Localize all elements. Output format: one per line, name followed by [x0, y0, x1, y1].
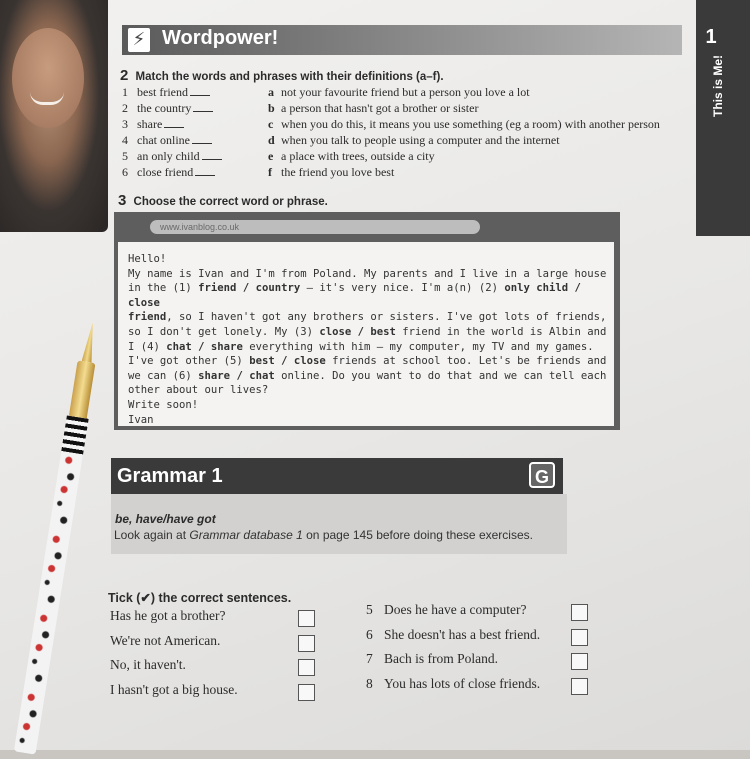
tick-checkbox[interactable] — [571, 653, 588, 670]
unit-label: This is Me! — [711, 54, 725, 117]
exercise-number: 3 — [118, 192, 127, 209]
address-bar — [150, 220, 480, 234]
definition-letter: b — [268, 101, 275, 115]
blog-line — [128, 340, 608, 355]
grammar-g-icon: G — [529, 462, 555, 488]
answer-choice[interactable]: friend — [128, 311, 167, 324]
blog-line — [128, 413, 608, 428]
tick-sentence-row — [110, 608, 315, 633]
tick-column-left — [110, 608, 315, 706]
answer-choice[interactable]: close / best — [319, 325, 396, 338]
blog-post — [118, 242, 614, 426]
sentence-number: 5 — [366, 602, 373, 617]
sentence-text: Has he got a brother? — [110, 608, 226, 623]
sentence-text: She doesn't has a best friend. — [384, 626, 541, 642]
tick-checkbox[interactable] — [298, 659, 315, 676]
exercise-number: 2 — [120, 67, 129, 84]
tick-checkbox[interactable] — [298, 610, 315, 627]
pen-clip — [68, 360, 95, 422]
answer-choice[interactable]: share / chat — [198, 369, 275, 382]
definition-text: when you talk to people using a computer and the internet — [281, 133, 560, 147]
answer-choice[interactable]: chat / share — [166, 340, 243, 353]
blog-text: Write soon! — [128, 398, 199, 411]
definition-letter: a — [268, 85, 274, 99]
pen-body — [14, 415, 89, 754]
grammar-subtitle: be, have/have got — [115, 512, 216, 526]
match-definition-row — [268, 132, 660, 148]
wordpower-header — [122, 25, 682, 55]
term-number: 4 — [122, 133, 128, 147]
match-definitions-list — [268, 84, 660, 180]
sentence-text: I hasn't got a big house. — [110, 681, 238, 697]
match-definition-row — [268, 116, 660, 132]
tick-sentence-row — [366, 676, 588, 701]
match-definition-row — [268, 100, 660, 116]
tick-checkbox[interactable] — [571, 604, 588, 621]
term-number: 2 — [122, 101, 128, 115]
term-number: 1 — [122, 85, 128, 99]
tick-sentence-row — [366, 627, 588, 652]
blog-line — [128, 369, 608, 384]
match-term-row — [122, 100, 222, 116]
tick-sentence-row — [110, 657, 315, 682]
note-text: on page 145 before doing these exercises. — [302, 528, 533, 542]
answer-choice[interactable]: only child / close — [128, 282, 581, 309]
blog-line — [128, 281, 608, 310]
blog-text: other about our lives? — [128, 384, 269, 397]
sentence-text: You has lots of close friends. — [384, 675, 541, 691]
blog-text: My name is Ivan and I'm from Poland. My parents and I live in a large house — [128, 267, 607, 280]
definition-letter: d — [268, 133, 275, 147]
match-term-row — [122, 116, 222, 132]
blog-line — [128, 354, 608, 369]
sentence-text: No, it haven't. — [110, 657, 186, 672]
term-number: 5 — [122, 149, 128, 163]
answer-blank[interactable] — [164, 127, 184, 128]
match-term-row — [122, 132, 222, 148]
blog-line — [128, 325, 608, 340]
definition-text: not your favourite friend but a person you love a lot — [281, 85, 530, 99]
term-text: the country — [137, 101, 192, 115]
match-term-row — [122, 164, 222, 180]
sentence-number: 6 — [366, 626, 373, 642]
unit-side-tab — [696, 0, 750, 236]
answer-blank[interactable] — [195, 175, 215, 176]
tick-checkbox[interactable] — [571, 629, 588, 646]
definition-letter: f — [268, 165, 272, 179]
tick-sentence-row — [366, 651, 588, 676]
tick-sentence-row — [366, 602, 588, 627]
term-text: close friend — [137, 165, 194, 179]
pen — [9, 320, 107, 759]
term-text: best friend — [137, 85, 188, 99]
sentence-text: Bach is from Poland. — [384, 651, 498, 666]
answer-blank[interactable] — [202, 159, 222, 160]
blog-text: – it's very nice. I'm a(n) (2) — [300, 282, 505, 295]
note-reference: Grammar database 1 — [189, 528, 303, 542]
blog-text: I've got other (5) — [128, 355, 250, 368]
exercise-instruction: Match the words and phrases with their definitions (a–f). — [135, 71, 444, 83]
blog-line — [128, 267, 608, 282]
grammar-note — [114, 528, 533, 542]
term-number: 3 — [122, 117, 128, 131]
blog-text: friend in the world is Albin and — [395, 325, 607, 338]
grammar-header — [111, 458, 563, 494]
match-term-row — [122, 148, 222, 164]
blog-text: , so I haven't got any brothers or sisters. I've got lots of friends, — [166, 311, 607, 324]
blog-text: Ivan — [128, 413, 154, 426]
term-text: an only child — [137, 149, 200, 163]
face-illustration — [12, 28, 84, 128]
exercise-instruction: Choose the correct word or phrase. — [133, 196, 328, 208]
pen-tip — [82, 322, 98, 363]
blog-text: online. Do you want to do that and we can tell each — [274, 369, 607, 382]
definition-text: the friend you love best — [281, 165, 395, 179]
blog-text: everything with him – my computer, my TV and my games. — [242, 340, 594, 353]
tick-checkbox[interactable] — [571, 678, 588, 695]
sentence-number: 8 — [366, 675, 373, 691]
blog-text: in the (1) — [128, 282, 199, 295]
note-text: Look again at — [114, 528, 190, 542]
blog-text: I (4) — [128, 340, 167, 353]
lightning-bolt-icon: ⚡ — [128, 28, 150, 52]
tick-sentence-row — [110, 682, 315, 707]
term-text: share — [137, 117, 163, 131]
tick-column-right — [366, 602, 588, 700]
student-photo — [0, 0, 108, 232]
blog-line — [128, 252, 608, 267]
blog-text: friends at school too. Let's be friends and — [325, 355, 607, 368]
term-text: chat online — [137, 133, 190, 147]
grammar-title: Grammar 1 — [117, 465, 223, 487]
definition-text: a person that hasn't got a brother or sister — [281, 101, 479, 115]
blog-text: we can (6) — [128, 369, 199, 382]
answer-blank[interactable] — [192, 143, 212, 144]
blog-text: Hello! — [128, 253, 167, 265]
blog-line — [128, 398, 608, 413]
match-definition-row — [268, 148, 660, 164]
wordpower-title: Wordpower! — [162, 27, 279, 49]
tick-checkbox[interactable] — [298, 635, 315, 652]
pen-band — [61, 415, 88, 454]
blog-line — [128, 310, 608, 325]
definition-text: a place with trees, outside a city — [281, 149, 435, 163]
match-definition-row — [268, 84, 660, 100]
exercise-2-heading — [120, 67, 444, 84]
tick-exercise-heading: Tick (✔) the correct sentences. — [108, 591, 292, 605]
exercise-3-heading — [118, 192, 328, 209]
unit-number: 1 — [705, 26, 717, 48]
definition-letter: c — [268, 117, 274, 131]
answer-choice[interactable]: friend / country — [198, 282, 301, 295]
blog-window — [114, 212, 620, 430]
match-terms-list — [122, 84, 222, 180]
sentence-text: We're not American. — [110, 632, 221, 648]
tick-sentence-row — [110, 633, 315, 658]
blog-text: so I don't get lonely. My (3) — [128, 325, 320, 338]
tick-checkbox[interactable] — [298, 684, 315, 701]
match-term-row — [122, 84, 222, 100]
sentence-number: 7 — [366, 651, 373, 666]
definition-letter: e — [268, 149, 274, 163]
answer-blank[interactable] — [193, 111, 213, 112]
grammar-info-box — [111, 494, 567, 554]
match-definition-row — [268, 164, 660, 180]
answer-blank[interactable] — [190, 95, 210, 96]
term-number: 6 — [122, 165, 128, 179]
answer-choice[interactable]: best / close — [249, 355, 326, 368]
blog-line — [128, 383, 608, 398]
blog-url: www.ivanblog.co.uk — [160, 222, 240, 232]
sentence-text: Does he have a computer? — [384, 602, 527, 617]
definition-text: when you do this, it means you use something (eg a room) with another person — [281, 117, 660, 131]
